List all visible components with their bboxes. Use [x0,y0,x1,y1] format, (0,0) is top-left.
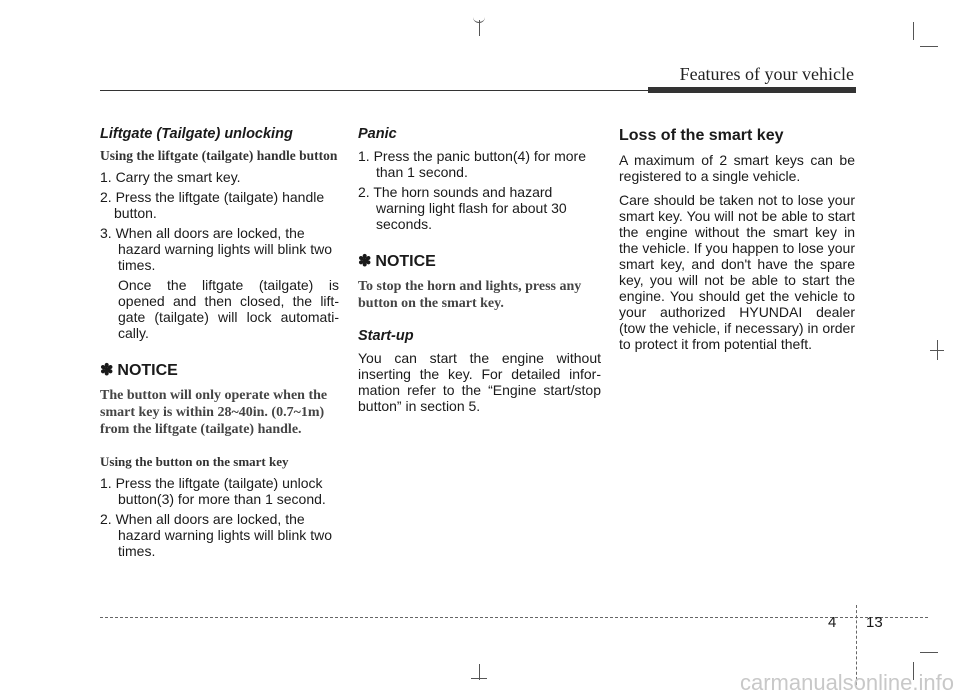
list-item: 3. When all doors are locked, the hazard warning lights will blink two times. [100,225,332,273]
chapter-number: 4 [828,614,837,631]
notice-asterisk-icon: ✽ [358,253,372,270]
notice-asterisk-icon: ✽ [100,362,114,379]
section-heading-panic: Panic [358,126,397,142]
notice-label: NOTICE [117,362,178,379]
header-rule-bar [648,87,856,93]
column-left [100,126,339,563]
subheading-smart-key-button: Using the button on the smart key [100,454,289,469]
list-item: 2. When all doors are locked, the hazard warning lights will blink two times. [100,511,332,559]
watermark: carmanualsonline.info [739,670,954,695]
list-item: 2. The horn sounds and hazard warning light flash for about 30 seconds. [358,184,567,232]
notice-text: To stop the horn and lights, press any button on the smart key. [358,279,582,311]
footer-rule [100,617,928,618]
paragraph: You can start the engine without inserting the key. For detailed infor-mation refer to the “Engine start/stop button” in section 5. [358,350,601,414]
column-middle [358,126,601,418]
section-heading-liftgate: Liftgate (Tailgate) unlocking [100,126,293,142]
crop-mark-top-center-arc [473,14,485,23]
crop-mark-top-right-v [913,22,914,40]
list-item: 1. Carry the smart key. [100,169,241,185]
subheading-handle-button: Using the liftgate (tailgate) handle button [100,148,338,163]
list-item: 2. Press the liftgate (tailgate) handle button. [100,189,325,221]
page-header-title: Features of your vehicle [679,64,854,84]
paragraph: A maximum of 2 smart keys can be registered to a single vehicle. [619,152,855,184]
crop-mark-bottom-center-h [471,678,487,679]
page-number: 13 [866,614,883,631]
notice-text: The button will only operate when the smart key is within 28~40in. (0.7~1m) from the liftgate (tailgate) handle. [100,388,328,437]
list-item: 1. Press the panic button(4) for more than 1 second. [358,148,586,180]
list-item-continuation: Once the liftgate (tailgate) is opened and then closed, the lift-gate (tailgate) will lock automati-cally. [118,277,339,341]
section-heading-start-up: Start-up [358,328,414,344]
paragraph: Care should be taken not to lose your smart key. You will not be able to start the engine without the smart key in the vehicle. If you happen to lose your smart key, and don't have the spare key, you will not be able to start the engine. You should get the vehicle to your authorized HYUNDAI dealer (tow the vehicle, if necessary) in order to protect it from potential theft. [619,192,855,352]
crop-mark-right-center-v [937,340,938,360]
crop-mark-bottom-right-h [920,652,938,653]
crop-mark-top-right-h [920,46,938,47]
notice-heading [100,363,339,379]
notice-label: NOTICE [375,253,436,270]
list-item: 1. Press the liftgate (tailgate) unlock button(3) for more than 1 second. [100,475,326,507]
section-heading-loss-of-key: Loss of the smart key [619,127,784,144]
column-right [619,126,855,356]
header-rule [100,90,650,91]
notice-heading [358,254,601,270]
